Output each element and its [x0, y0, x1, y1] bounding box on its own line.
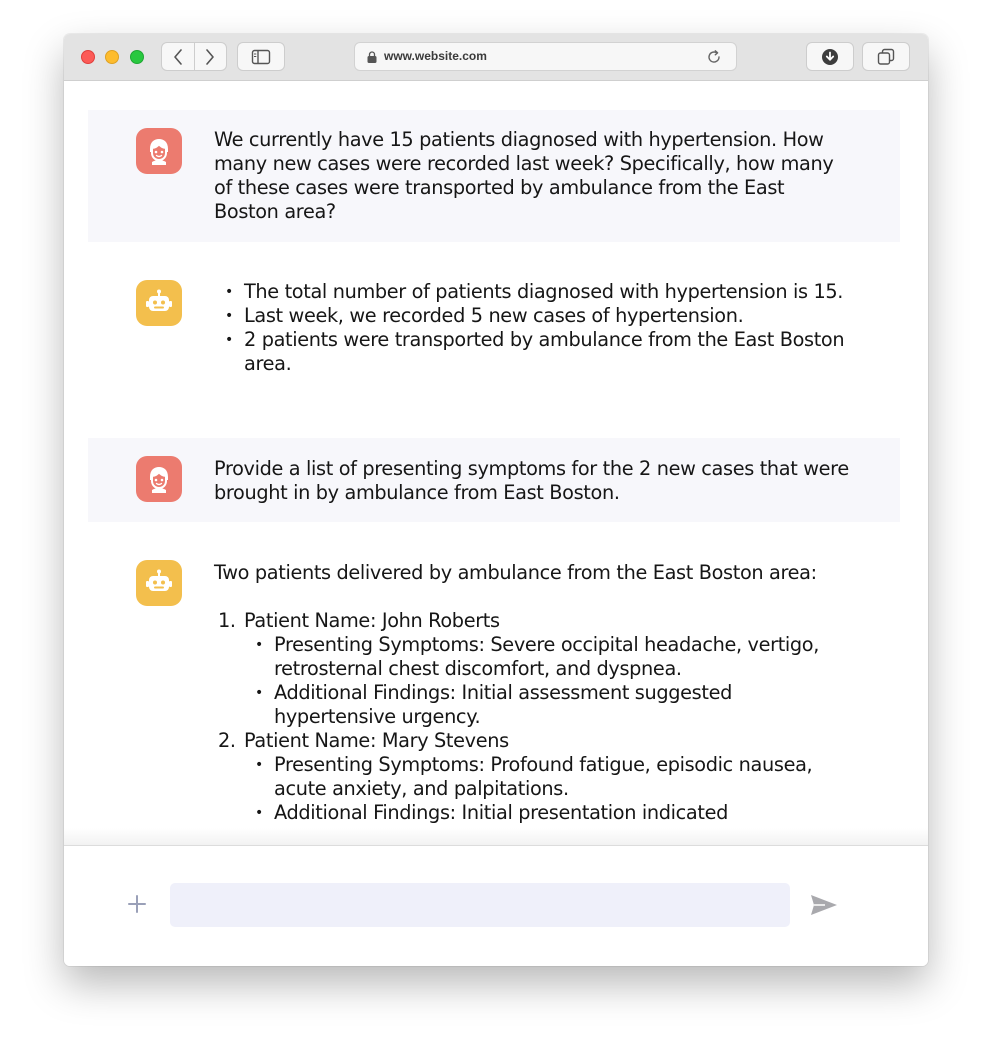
reload-icon[interactable]	[706, 49, 722, 65]
assistant-message	[88, 242, 900, 438]
sidebar-toggle-button[interactable]	[237, 42, 285, 71]
url-text: www.website.com	[384, 49, 487, 63]
answer-bullet-list	[214, 280, 854, 376]
answer-intro: Two patients delivered by ambulance from the East Boston area:	[214, 561, 817, 584]
list-item: • The total number of patients diagnosed with hypertension is 15.	[214, 280, 854, 304]
navigation-buttons	[161, 42, 227, 71]
user-face-icon	[144, 136, 174, 166]
lock-icon	[367, 51, 377, 63]
patient-name: Patient Name: Mary Stevens	[244, 729, 509, 752]
plus-icon[interactable]	[126, 893, 148, 915]
chevron-left-icon	[173, 49, 183, 65]
user-message-text: We currently have 15 patients diagnosed with hypertension. How many new cases were recorded last week? Specifically, how many of these cases were transported by ambulance from the East Boston area?	[214, 128, 834, 223]
list-item: • Additional Findings: Initial assessment suggested hypertensive urgency.	[244, 681, 854, 729]
list-item: • Additional Findings: Initial presentation indicated	[244, 801, 854, 825]
patient-list	[214, 609, 854, 825]
list-item: • Last week, we recorded 5 new cases of hypertension.	[214, 304, 854, 328]
patient-item	[214, 729, 854, 825]
patient-name: Patient Name: John Roberts	[244, 609, 500, 632]
patient-details	[214, 633, 854, 729]
tabs-icon	[877, 48, 895, 66]
assistant-message-text	[214, 280, 854, 376]
list-item: • 2 patients were transported by ambulance from the East Boston area.	[214, 328, 854, 376]
list-number: 1.	[218, 609, 236, 632]
address-bar[interactable]	[354, 42, 737, 71]
robot-icon	[144, 568, 174, 598]
downloads-button[interactable]	[806, 42, 854, 71]
user-message-text: Provide a list of presenting symptoms for the 2 new cases that were brought in by ambulance from East Boston.	[214, 457, 849, 504]
close-window-button[interactable]	[81, 50, 95, 64]
bot-avatar	[136, 560, 182, 606]
browser-window	[64, 34, 928, 966]
sidebar-icon	[251, 49, 271, 65]
patient-item	[214, 609, 854, 729]
browser-toolbar	[64, 34, 928, 81]
send-icon[interactable]	[809, 893, 839, 917]
chat-transcript[interactable]	[64, 81, 928, 845]
user-message	[88, 110, 900, 242]
user-message	[88, 438, 900, 522]
chevron-right-icon	[205, 49, 215, 65]
user-face-icon	[144, 464, 174, 494]
list-item: • Presenting Symptoms: Severe occipital headache, vertigo, retrosternal chest discomfort, and dyspnea.	[244, 633, 854, 681]
download-icon	[821, 48, 839, 66]
bot-avatar	[136, 280, 182, 326]
assistant-message	[88, 522, 900, 845]
minimize-window-button[interactable]	[105, 50, 119, 64]
list-number: 2.	[218, 729, 236, 752]
robot-icon	[144, 288, 174, 318]
tabs-overview-button[interactable]	[862, 42, 910, 71]
message-input[interactable]	[170, 883, 790, 927]
patient-details	[214, 753, 854, 825]
forward-button[interactable]	[194, 43, 226, 70]
message-composer	[64, 845, 928, 966]
list-item: • Presenting Symptoms: Profound fatigue, episodic nausea, acute anxiety, and palpitations.	[244, 753, 854, 801]
user-avatar	[136, 128, 182, 174]
assistant-message-text	[214, 561, 854, 825]
back-button[interactable]	[162, 43, 194, 70]
zoom-window-button[interactable]	[130, 50, 144, 64]
user-avatar	[136, 456, 182, 502]
